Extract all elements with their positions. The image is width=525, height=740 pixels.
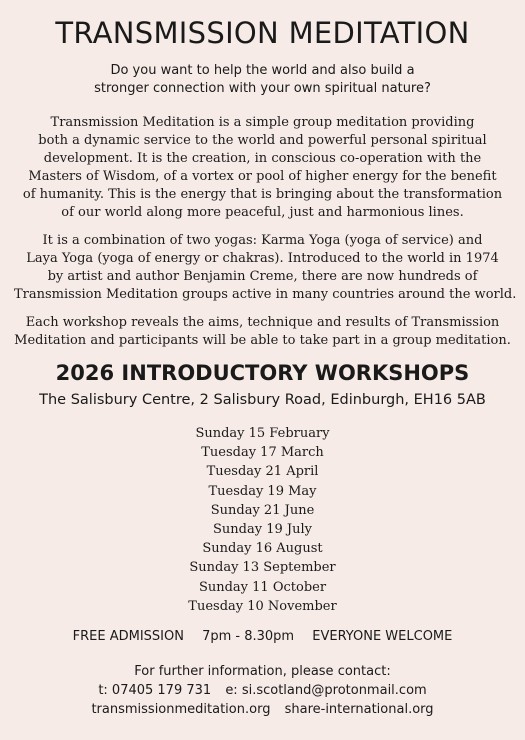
intro-question [14, 62, 511, 98]
admission-info [14, 628, 511, 646]
workshop-date: Tuesday 19 May [208, 483, 317, 499]
admission-price: FREE ADMISSION [72, 629, 184, 645]
workshop-date: Sunday 21 June [210, 502, 315, 518]
workshop-date: Sunday 19 July [213, 522, 312, 538]
workshop-date: Sunday 13 September [189, 560, 336, 576]
workshop-date: Tuesday 17 March [201, 445, 324, 461]
paragraph-line: of humanity. This is the energy that is bringing about the transformation [22, 187, 503, 202]
contact-row-websites [14, 700, 511, 719]
workshop-date: Sunday 15 February [195, 426, 330, 441]
contact-heading: For further information, please contact: [134, 664, 391, 680]
paragraph-line: Meditation and participants will be able to take part in a group meditation. [14, 333, 511, 348]
description-paragraph [14, 114, 511, 222]
website-link-share[interactable]: share-international.org [284, 702, 434, 718]
paragraph-line: development. It is the creation, in conscious co-operation with the [43, 151, 482, 166]
website-link-transmission[interactable]: transmissionmeditation.org [91, 702, 271, 718]
paragraph-line: both a dynamic service to the world and powerful personal spiritual [38, 133, 487, 148]
paragraph-line: Transmission Meditation groups active in many countries around the world. [14, 287, 517, 302]
admission-welcome: EVERYONE WELCOME [312, 629, 453, 645]
workshops-heading: 2026 INTRODUCTORY WORKSHOPS [55, 361, 470, 385]
intro-line: Do you want to help the world and also build a [110, 63, 415, 78]
contact-row-phone-email [14, 681, 511, 700]
admission-time: 7pm - 8.30pm [202, 629, 295, 645]
paragraph-line: of our world along more peaceful, just and harmonious lines. [61, 205, 464, 220]
page-title: TRANSMISSION MEDITATION [55, 16, 470, 50]
intro-line: stronger connection with your own spiritual nature? [94, 81, 431, 96]
workshop-date: Tuesday 21 April [206, 464, 319, 480]
paragraph-line: Laya Yoga (yoga of energy or chakras). Introduced to the world in 1974 [26, 251, 499, 266]
workshop-date: Sunday 16 August [202, 541, 323, 557]
workshop-date: Sunday 11 October [198, 579, 327, 595]
paragraph-line: Transmission Meditation is a simple group meditation providing [50, 115, 475, 130]
workshop-paragraph [14, 314, 511, 350]
contact-block [14, 662, 511, 719]
paragraph-line: It is a combination of two yogas: Karma Yoga (yoga of service) and [42, 233, 483, 248]
contact-phone[interactable]: t: 07405 179 731 [98, 683, 212, 699]
yoga-paragraph [14, 232, 517, 304]
venue-address: The Salisbury Centre, 2 Salisbury Road, Edinburgh, EH16 5AB [39, 392, 486, 408]
paragraph-line: Masters of Wisdom, of a vortex or pool of higher energy for the benefit [28, 169, 497, 184]
workshop-dates-list [14, 424, 511, 616]
contact-email[interactable]: e: si.scotland@protonmail.com [225, 683, 427, 699]
paragraph-line: by artist and author Benjamin Creme, there are now hundreds of [47, 269, 478, 284]
workshop-date: Tuesday 10 November [188, 598, 337, 614]
paragraph-line: Each workshop reveals the aims, technique and results of Transmission [25, 315, 500, 330]
